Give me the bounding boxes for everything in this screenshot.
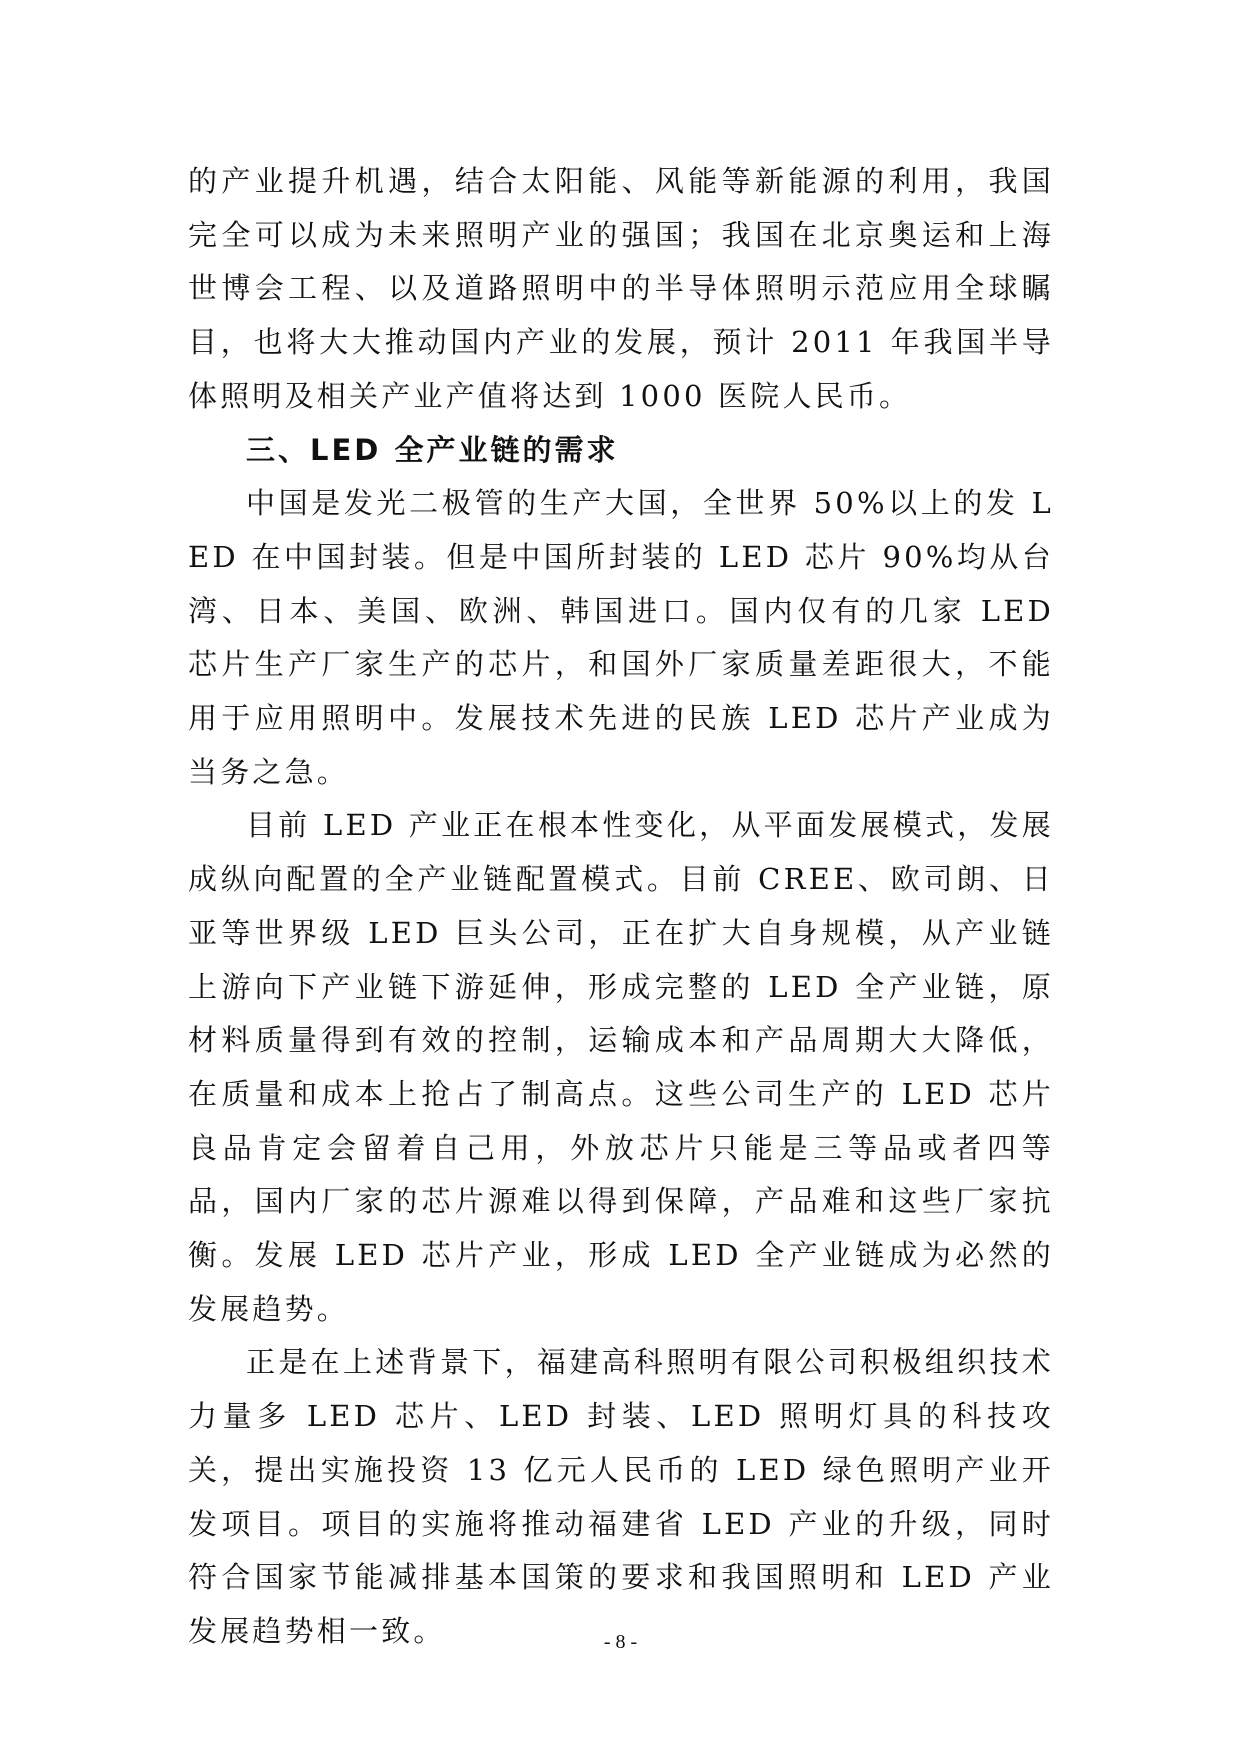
paragraph-project: 正是在上述背景下，福建高科照明有限公司积极组织技术力量多 LED 芯片、LED 封装、LED 照明灯具的科技攻关，提出实施投资 13 亿元人民币的 LED 绿色照明产业开发项目。项目的实施将推动福建省 LED 产业的升级，同时符合国家节能减排基本国策的要求和我国照明和 LED 产业发展趋势相一致。: [188, 1345, 1054, 1648]
paragraph-industry-chain: 目前 LED 产业正在根本性变化，从平面发展模式，发展成纵向配置的全产业链配置模式。目前 CREE、欧司朗、日亚等世界级 LED 巨头公司，正在扩大自身规模，从产业链上游向下产业链下游延伸，形成完整的 LED 全产业链，原材料质量得到有效的控制，运输成本和产品周期大大降低，在质量和成本上抢占了制高点。这些公司生产的 LED 芯片良品肯定会留着自己用，外放芯片只能是三等品或者四等品，国内厂家的芯片源难以得到保障，产品难和这些厂家抗衡。发展 LED 芯片产业，形成 LED 全产业链成为必然的发展趋势。: [188, 808, 1054, 1326]
page-number: - 8 -: [603, 1631, 638, 1653]
section-heading: 三、LED 全产业链的需求: [246, 432, 619, 467]
paragraph-continuation: 的产业提升机遇，结合太阳能、风能等新能源的利用，我国完全可以成为未来照明产业的强国；我国在北京奥运和上海世博会工程、以及道路照明中的半导体照明示范应用全球瞩目，也将大大推动国内产业的发展，预计 2011 年我国半导体照明及相关产业产值将达到 1000 医院人民币。: [188, 164, 1054, 413]
paragraph-led-packaging: 中国是发光二极管的生产大国，全世界 50%以上的发 LED 在中国封装。但是中国所封装的 LED 芯片 90%均从台湾、日本、美国、欧洲、韩国进口。国内仅有的几家 LED 芯片生产厂家生产的芯片，和国外厂家质量差距很大，不能用于应用照明中。发展技术先进的民族 LED 芯片产业成为当务之急。: [188, 486, 1054, 789]
document-body: [188, 155, 1054, 1659]
